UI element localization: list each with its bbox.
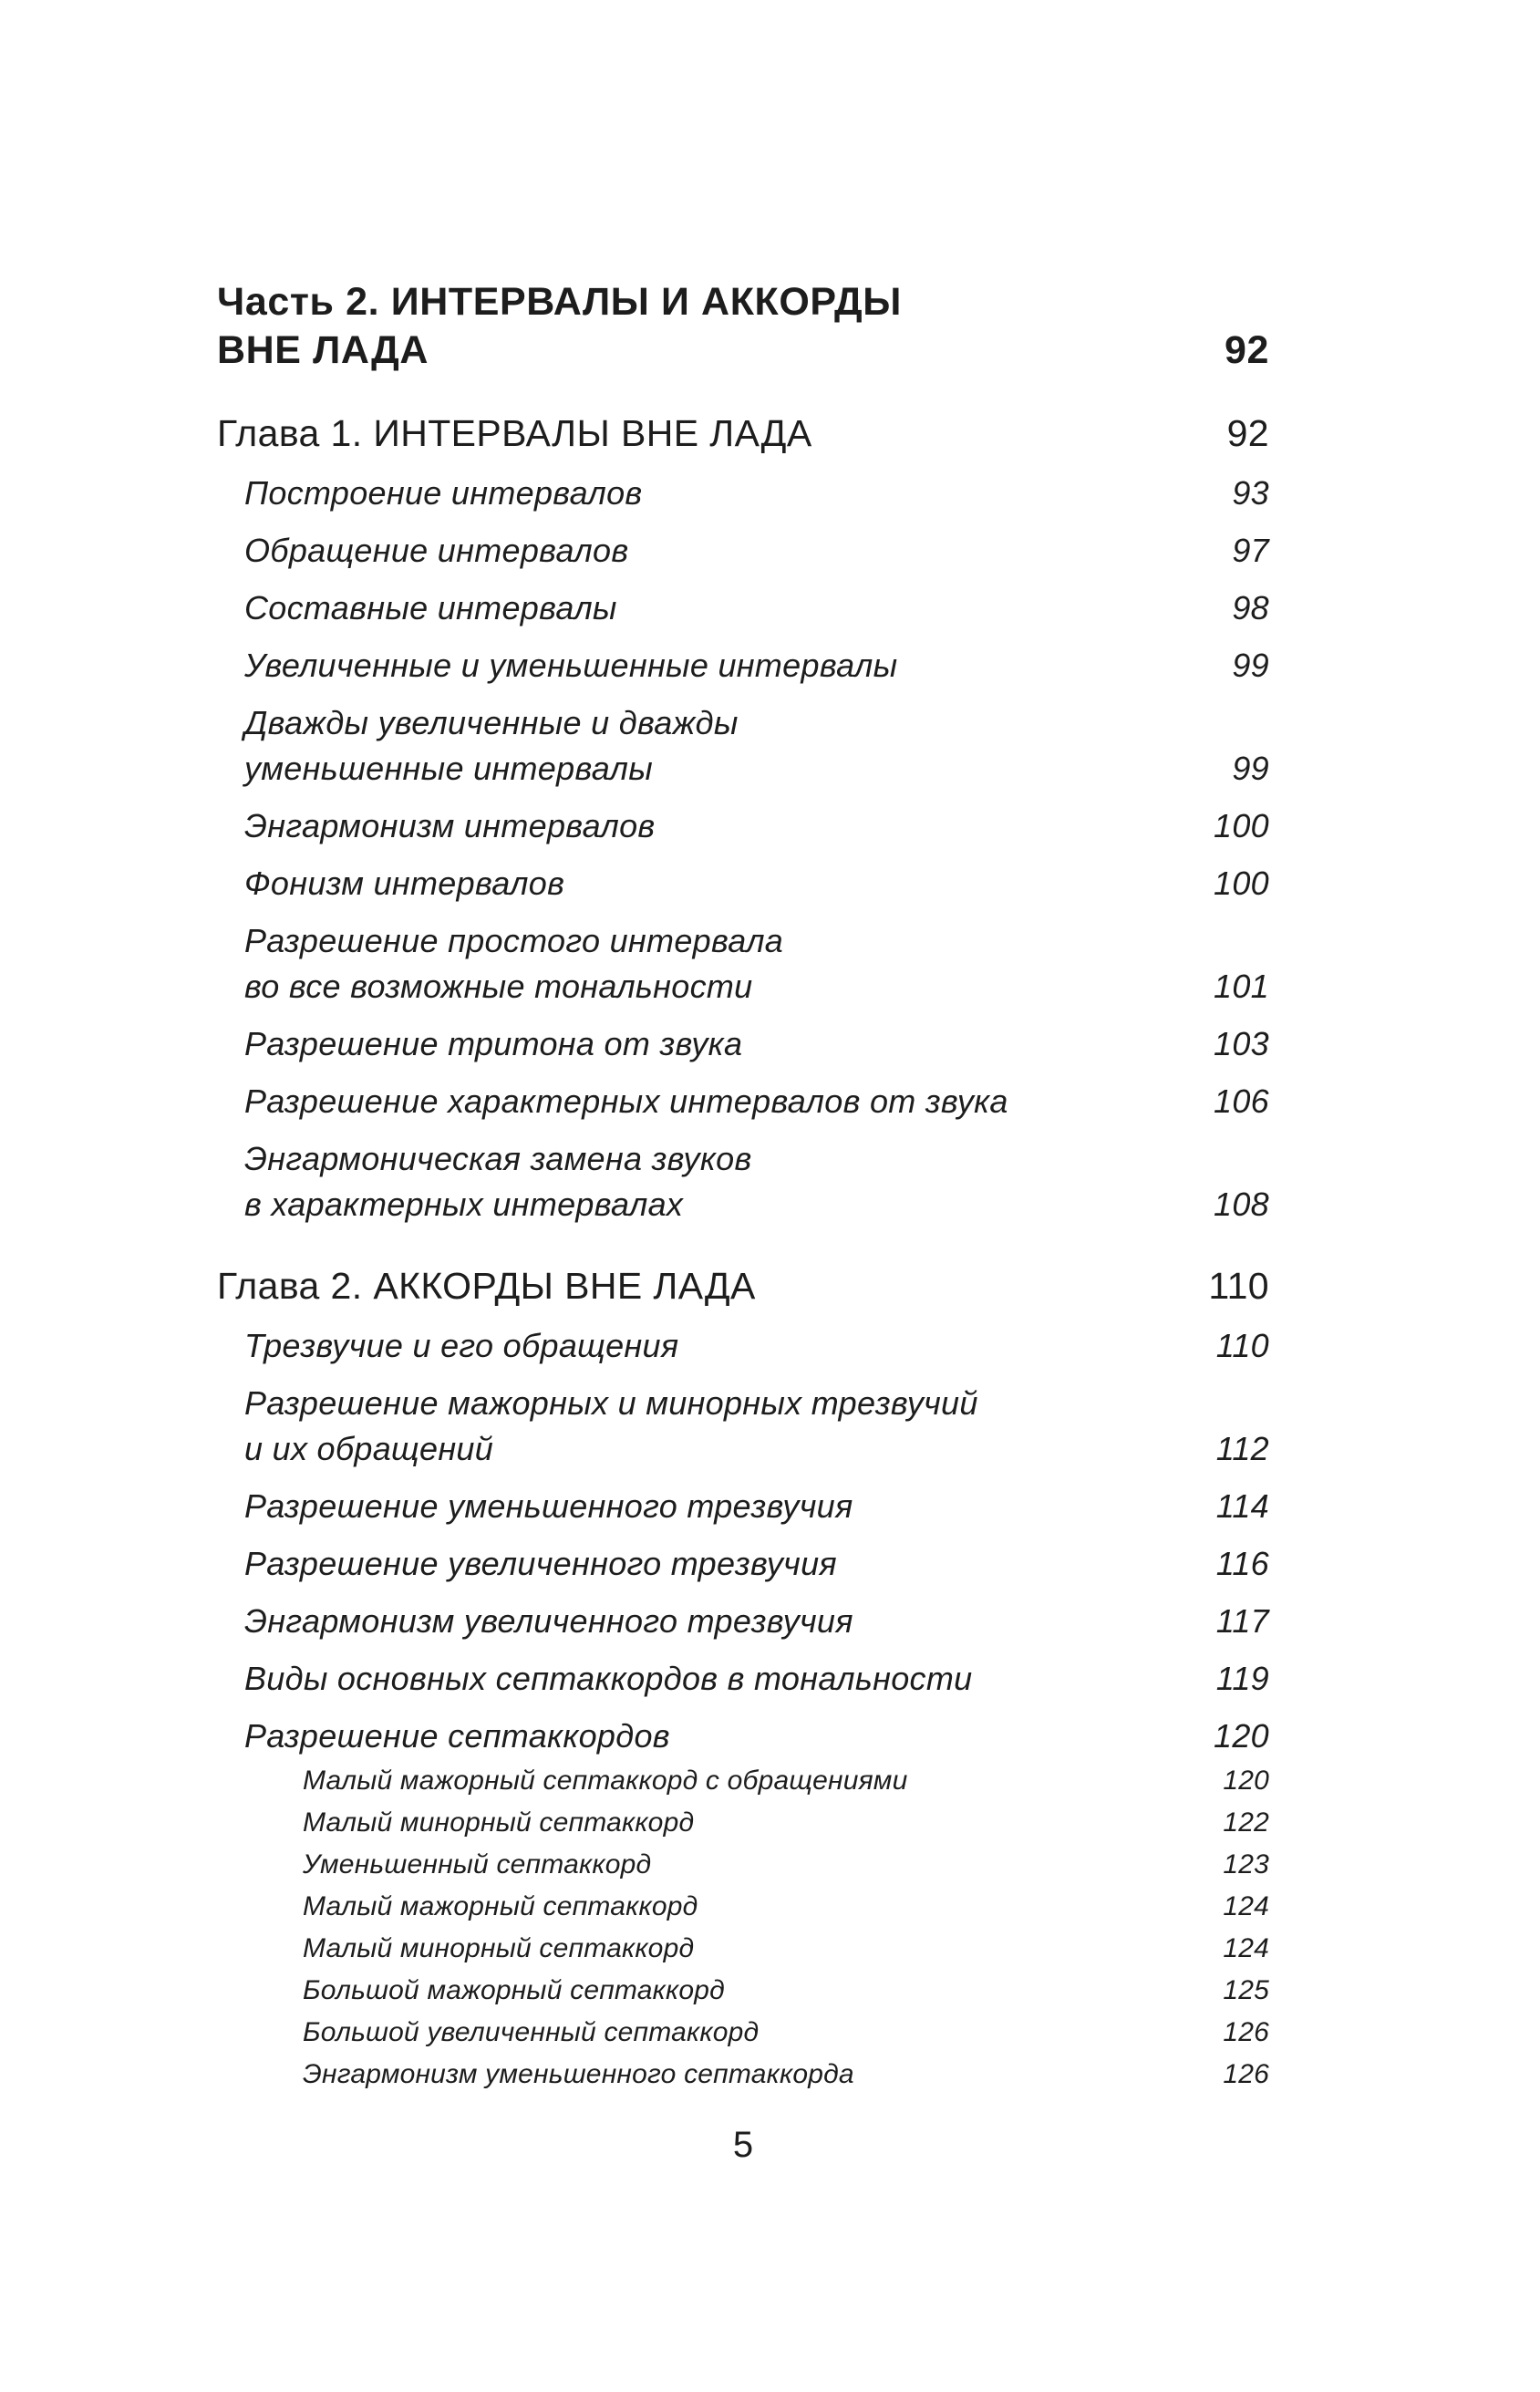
toc-entry-page: 116 bbox=[1215, 1545, 1269, 1582]
toc-entry-section bbox=[217, 471, 1269, 516]
toc-entry-section bbox=[217, 918, 1269, 1010]
toc-entry-line: во все возможные тональности bbox=[244, 968, 753, 1005]
toc-entry-line: Глава 2. АККОРДЫ ВНЕ ЛАДА bbox=[217, 1265, 756, 1307]
toc-entry-page: 124 bbox=[1223, 1891, 1269, 1921]
toc-entry-line: Уменьшенный септаккорд bbox=[303, 1849, 652, 1879]
toc-entry-page: 110 bbox=[1208, 1265, 1269, 1307]
toc-entry-subsection bbox=[217, 1845, 1269, 1885]
toc-entry-page: 99 bbox=[1232, 647, 1269, 684]
toc-entry-section bbox=[217, 700, 1269, 792]
toc-entry-title bbox=[217, 278, 1203, 375]
toc-entry-subsection bbox=[217, 1929, 1269, 1969]
toc-entry-title bbox=[217, 1136, 1192, 1227]
toc-entry-title bbox=[217, 1971, 1201, 2011]
toc-entry-section bbox=[217, 1136, 1269, 1227]
toc-entry-section bbox=[217, 1656, 1269, 1702]
toc-entry-line: Разрешение простого интервала bbox=[244, 922, 784, 959]
toc-entry-title bbox=[217, 1541, 1194, 1587]
toc-entry-title bbox=[217, 1381, 1194, 1472]
toc-entry-page: 103 bbox=[1214, 1025, 1269, 1062]
toc-entry-subsection bbox=[217, 1803, 1269, 1843]
toc-entry-title bbox=[217, 528, 1210, 574]
toc-entry-subsection bbox=[217, 1761, 1269, 1801]
toc-entry-line: уменьшенные интервалы bbox=[244, 750, 654, 787]
toc-entry-page: 98 bbox=[1232, 589, 1269, 626]
toc-entry-page: 93 bbox=[1232, 474, 1269, 512]
toc-entry-title bbox=[217, 1845, 1201, 1885]
toc-entry-line: Дважды увеличенные и дважды bbox=[244, 704, 739, 741]
toc-entry-page: 112 bbox=[1215, 1430, 1269, 1467]
toc-entry-chapter bbox=[217, 1260, 1269, 1311]
toc-entry-page: 99 bbox=[1232, 750, 1269, 787]
toc-entry-page: 100 bbox=[1214, 807, 1269, 844]
toc-entry-title bbox=[217, 1929, 1201, 1969]
table-of-contents bbox=[217, 278, 1269, 2095]
toc-entry-page: 92 bbox=[1226, 412, 1269, 454]
toc-entry-section bbox=[217, 803, 1269, 849]
toc-entry-title bbox=[217, 1714, 1192, 1759]
toc-entry-title bbox=[217, 1887, 1201, 1927]
toc-entry-line: Виды основных септаккордов в тональности bbox=[244, 1660, 973, 1697]
toc-entry-title bbox=[217, 2055, 1201, 2095]
toc-entry-section bbox=[217, 861, 1269, 906]
toc-entry-section bbox=[217, 1599, 1269, 1644]
toc-entry-line: Малый мажорный септаккорд с обращениями bbox=[303, 1766, 908, 1796]
toc-entry-page: 110 bbox=[1215, 1327, 1269, 1364]
toc-entry-line: в характерных интервалах bbox=[244, 1186, 684, 1223]
toc-entry-line: Фонизм интервалов bbox=[244, 865, 565, 902]
toc-entry-title bbox=[217, 1761, 1201, 1801]
toc-entry-line: Малый минорный септаккорд bbox=[303, 1807, 695, 1838]
toc-entry-line: Разрешение характерных интервалов от звука bbox=[244, 1082, 1008, 1120]
toc-entry-line: Построение интервалов bbox=[244, 474, 643, 512]
toc-entry-title bbox=[217, 861, 1192, 906]
toc-entry-subsection bbox=[217, 1887, 1269, 1927]
toc-entry-page: 101 bbox=[1214, 968, 1269, 1005]
toc-entry-part bbox=[217, 278, 1269, 375]
toc-entry-page: 120 bbox=[1214, 1717, 1269, 1755]
toc-entry-title bbox=[217, 1323, 1194, 1369]
toc-entry-title bbox=[217, 1803, 1201, 1843]
toc-entry-line: Разрешение тритона от звука bbox=[244, 1025, 743, 1062]
toc-entry-page: 126 bbox=[1223, 2017, 1269, 2047]
toc-entry-section bbox=[217, 528, 1269, 574]
toc-entry-subsection bbox=[217, 1971, 1269, 2011]
toc-entry-line: Увеличенные и уменьшенные интервалы bbox=[244, 647, 898, 684]
toc-entry-title bbox=[217, 408, 1205, 459]
toc-entry-title bbox=[217, 1484, 1194, 1529]
toc-entry-title bbox=[217, 918, 1192, 1010]
toc-entry-title bbox=[217, 643, 1210, 689]
toc-entry-page: 100 bbox=[1214, 865, 1269, 902]
toc-entry-title bbox=[217, 1599, 1194, 1644]
toc-entry-line: и их обращений bbox=[244, 1430, 494, 1467]
toc-entry-section bbox=[217, 1484, 1269, 1529]
toc-entry-page: 108 bbox=[1214, 1186, 1269, 1223]
page-number: 5 bbox=[732, 2125, 754, 2165]
toc-entry-line: Разрешение уменьшенного трезвучия bbox=[244, 1487, 853, 1525]
toc-entry-page: 92 bbox=[1224, 328, 1269, 372]
toc-entry-section bbox=[217, 1714, 1269, 1759]
toc-entry-title bbox=[217, 700, 1210, 792]
toc-entry-line: Обращение интервалов bbox=[244, 532, 629, 569]
toc-entry-line: Энгармонизм уменьшенного септаккорда bbox=[303, 2059, 854, 2089]
toc-entry-line: Малый минорный септаккорд bbox=[303, 1933, 695, 1963]
toc-entry-page: 106 bbox=[1214, 1082, 1269, 1120]
toc-entry-chapter bbox=[217, 408, 1269, 459]
toc-entry-page: 126 bbox=[1223, 2059, 1269, 2089]
toc-entry-section bbox=[217, 1323, 1269, 1369]
toc-entry-line: Часть 2. ИНТЕРВАЛЫ И АККОРДЫ bbox=[217, 280, 902, 324]
toc-entry-page: 117 bbox=[1215, 1602, 1269, 1640]
toc-entry-title bbox=[217, 2013, 1201, 2053]
toc-entry-section bbox=[217, 1381, 1269, 1472]
toc-entry-title bbox=[217, 1260, 1186, 1311]
toc-entry-line: Большой мажорный септаккорд bbox=[303, 1975, 725, 2005]
toc-entry-line: Энгармонизм интервалов bbox=[244, 807, 656, 844]
toc-entry-title bbox=[217, 471, 1210, 516]
toc-entry-page: 123 bbox=[1223, 1849, 1269, 1879]
toc-entry-section bbox=[217, 1079, 1269, 1124]
toc-entry-page: 97 bbox=[1232, 532, 1269, 569]
toc-entry-line: Трезвучие и его обращения bbox=[244, 1327, 679, 1364]
toc-entry-title bbox=[217, 1656, 1194, 1702]
toc-entry-line: Составные интервалы bbox=[244, 589, 617, 626]
toc-entry-line: Разрешение септаккордов bbox=[244, 1717, 670, 1755]
toc-entry-line: Малый мажорный септаккорд bbox=[303, 1891, 698, 1921]
toc-entry-section bbox=[217, 643, 1269, 689]
toc-entry-page: 114 bbox=[1215, 1487, 1269, 1525]
toc-entry-line: Большой увеличенный септаккорд bbox=[303, 2017, 760, 2047]
toc-entry-line: Энгармоническая замена звуков bbox=[244, 1140, 752, 1177]
toc-entry-title bbox=[217, 1079, 1192, 1124]
toc-entry-line: ВНЕ ЛАДА bbox=[217, 328, 429, 372]
toc-entry-section bbox=[217, 1541, 1269, 1587]
toc-entry-title bbox=[217, 803, 1192, 849]
toc-entry-line: Разрешение мажорных и минорных трезвучий bbox=[244, 1384, 978, 1422]
toc-entry-subsection bbox=[217, 2013, 1269, 2053]
toc-entry-line: Энгармонизм увеличенного трезвучия bbox=[244, 1602, 853, 1640]
toc-entry-subsection bbox=[217, 2055, 1269, 2095]
toc-entry-section bbox=[217, 585, 1269, 631]
toc-entry-page: 119 bbox=[1215, 1660, 1269, 1697]
toc-entry-line: Глава 1. ИНТЕРВАЛЫ ВНЕ ЛАДА bbox=[217, 412, 812, 454]
toc-entry-page: 124 bbox=[1223, 1933, 1269, 1963]
toc-entry-title bbox=[217, 585, 1210, 631]
toc-entry-line: Разрешение увеличенного трезвучия bbox=[244, 1545, 837, 1582]
toc-entry-page: 125 bbox=[1223, 1975, 1269, 2005]
toc-entry-title bbox=[217, 1021, 1192, 1067]
toc-entry-page: 120 bbox=[1223, 1766, 1269, 1796]
toc-entry-section bbox=[217, 1021, 1269, 1067]
toc-entry-page: 122 bbox=[1223, 1807, 1269, 1838]
